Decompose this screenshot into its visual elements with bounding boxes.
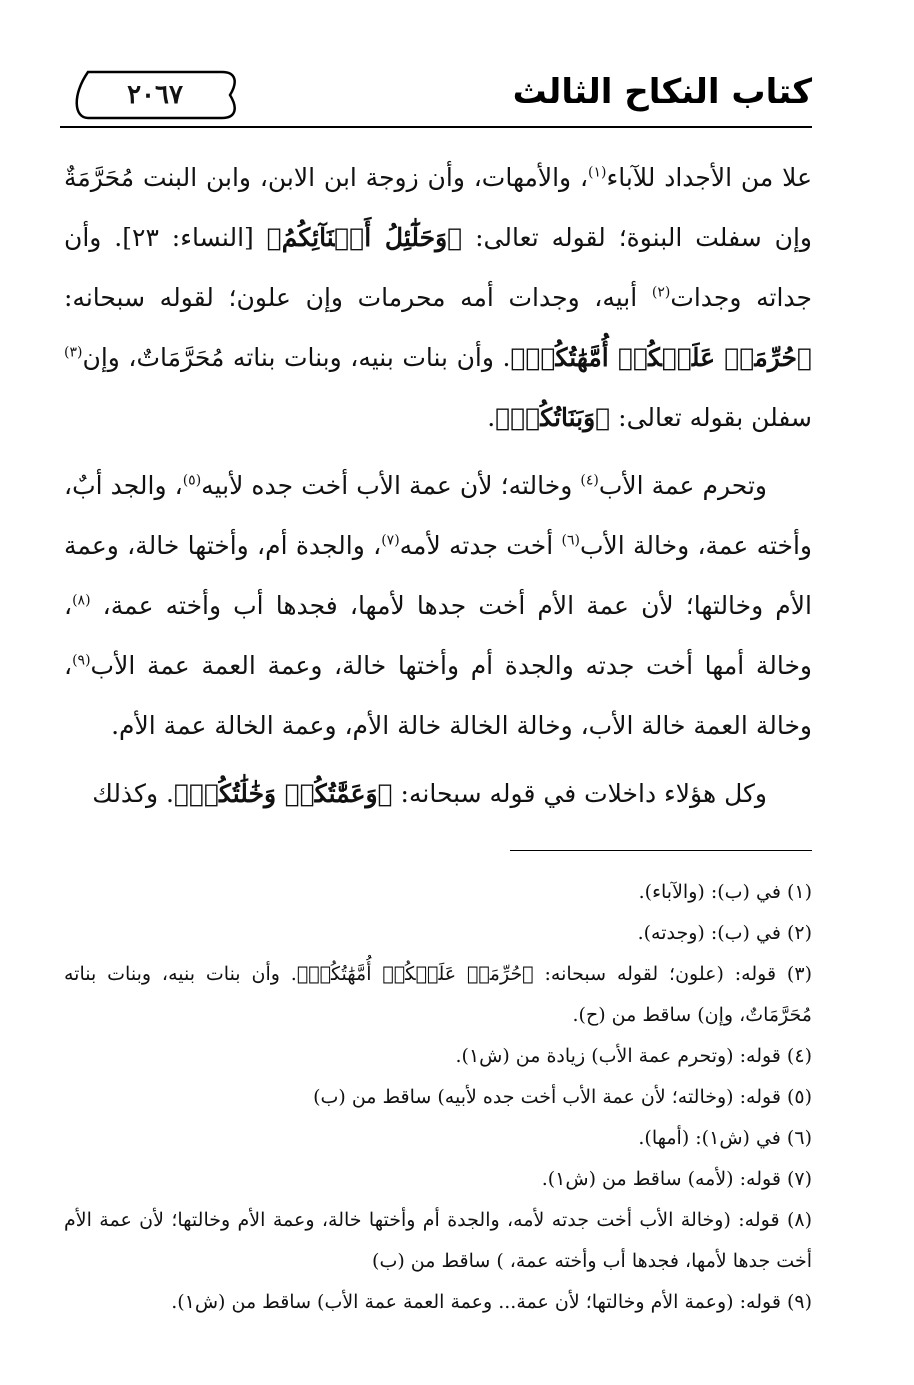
footnote-1: (١) في (ب): (والآباء). — [638, 881, 812, 903]
text-run: سفلن بقوله تعالى: — [610, 403, 812, 432]
footnote-divider — [510, 850, 812, 851]
text-run: ، والجدة أم، وأختها خالة، وعمة الأم وخالتها؛ لأن عمة الأم أخت جدها لأمها، فجدها أب وأخته عمة، — [64, 531, 812, 620]
text-run: أبيه، وجدات أمه محرمات وإن علون؛ لقوله سبحانه: — [64, 283, 652, 312]
text-run: . وكذلك — [92, 779, 174, 808]
text-run: وخالته؛ لأن عمة الأب أخت جده لأبيه — [201, 471, 581, 500]
footnote-ref: (٣) — [64, 344, 83, 361]
footnote-3: (٣) قوله: (علون؛ لقوله سبحانه: ﴿حُرِّمَتۡ عَلَيۡكُمۡ أُمَّهَٰتُكُمۡ﴾. وأن بنات بنيه، وبنات بناته مُحَرَّمَاتٌ، وإن) ساقط من (ح). — [64, 963, 812, 1026]
footnote-ref: (٢) — [651, 284, 671, 301]
paragraph-3 — [64, 764, 812, 824]
page-header — [60, 62, 812, 126]
page-number-oval — [70, 68, 240, 122]
text-run: وكل هؤلاء داخلات في قوله سبحانه: — [392, 779, 767, 808]
quran-verse: ﴿وَحَلَٰٓئِلُ أَبۡنَآئِكُمُ﴾ — [266, 223, 463, 252]
quran-verse: ﴿حُرِّمَتۡ عَلَيۡكُمۡ أُمَّهَٰتُكُمۡ﴾ — [510, 343, 812, 372]
header-divider — [60, 126, 812, 128]
paragraph-2 — [64, 456, 812, 756]
text-run: علا من الأجداد للآباء — [606, 163, 812, 192]
text-run: وتحرم عمة الأب — [598, 471, 767, 500]
book-title: كتاب النكاح الثالث — [512, 72, 812, 112]
quran-verse: ﴿وَعَمَّٰتُكُمۡ وَخَٰلَٰتُكُمۡ﴾ — [173, 779, 393, 808]
footnote-8: (٨) قوله: (وخالة الأب أخت جدته لأمه، والجدة أم وأختها خالة، وعمة الأم وخالتها؛ لأن عمة الأم أخت جدها لأمها، فجدها أب وأخته عمة، ) ساقط من (ب) — [64, 1209, 812, 1272]
footnote-ref: (٨) — [72, 592, 91, 609]
page-number: ٢٠٦٧ — [127, 80, 183, 110]
text-run: ، والأمهات، وأن زوجة ابن الابن، وابن البنت مُحَرَّمَةٌ وإن سفلت البنوة؛ لقوله تعالى: — [64, 163, 812, 252]
text-run: أخت جدته لأمه — [399, 531, 562, 560]
footnote-7: (٧) قوله: (لأمه) ساقط من (ش١). — [541, 1168, 812, 1190]
text-run: ، وخالة العمة خالة الأب، وخالة الخالة خالة الأم، وعمة الخالة عمة الأم. — [64, 651, 812, 740]
footnotes — [64, 872, 812, 1323]
quran-verse: ﴿وَبَنَاتُكُمۡ﴾ — [495, 403, 611, 432]
text-run: ، والجد أبٌ، وأخته عمة، وخالة الأب — [64, 471, 812, 560]
footnote-ref: (٤) — [580, 472, 599, 489]
footnote-ref: (٧) — [381, 532, 400, 549]
text-run: . — [487, 403, 496, 432]
text-run: [النساء: ٢٣]. وأن جداته وجدات — [64, 223, 812, 312]
footnote-ref: (٥) — [182, 472, 202, 489]
footnote-2: (٢) في (ب): (وجدته). — [637, 922, 812, 944]
paragraph-1 — [64, 148, 812, 448]
footnote-6: (٦) في (ش١): (أمها). — [638, 1127, 812, 1149]
footnote-ref: (٩) — [72, 652, 91, 669]
footnote-5: (٥) قوله: (وخالته؛ لأن عمة الأب أخت جده لأبيه) ساقط من (ب) — [313, 1086, 812, 1108]
text-run: ، وخالة أمها أخت جدته والجدة أم وأختها خالة، وعمة العمة عمة الأب — [64, 591, 812, 680]
footnote-9: (٩) قوله: (وعمة الأم وخالتها؛ لأن عمة... وعمة العمة عمة الأب) ساقط من (ش١). — [171, 1291, 812, 1313]
footnote-4: (٤) قوله: (وتحرم عمة الأب) زيادة من (ش١). — [455, 1045, 812, 1067]
main-text — [64, 148, 812, 824]
footnote-ref: (٦) — [561, 532, 580, 549]
text-run: . وأن بنات بنيه، وبنات بناته مُحَرَّمَاتٌ، وإن — [82, 343, 511, 372]
footnote-ref: (١) — [588, 164, 607, 181]
